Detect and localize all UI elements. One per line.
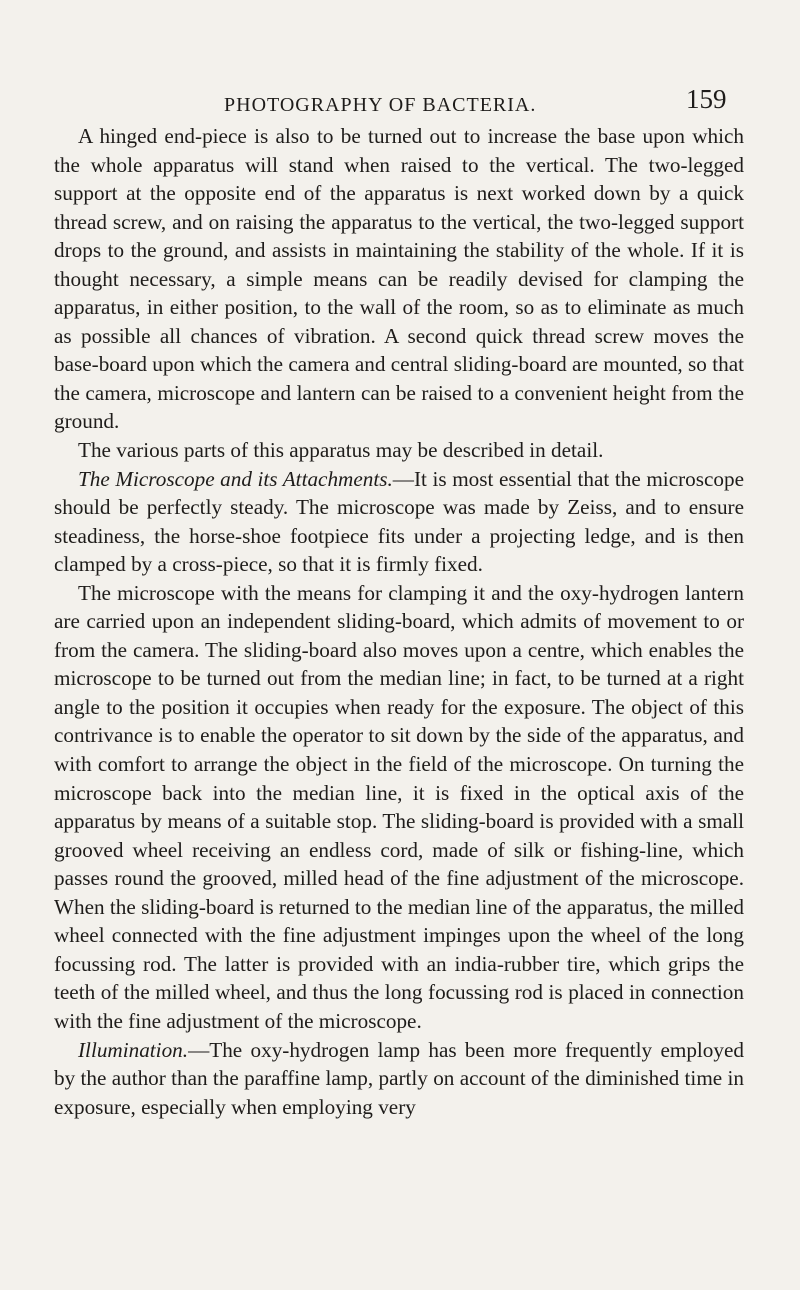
running-title: PHOTOGRAPHY OF BACTERIA. [224, 94, 537, 116]
paragraph-text: The microscope with the means for clamping it and the oxy-hydrogen lantern are carried upon an independent sliding-board, which admits of movement to or from the camera. The sliding-board also moves upon a centre, which enables the microscope to be turned out from the median line; in fact, to be turned at a right angle to the position it occupies when ready for the exposure. The object of this contrivance is to enable the operator to sit down by the side of the apparatus, and with comfort to arrange the object in the field of the microscope. On turning the microscope back into the median line, it is fixed in the optical axis of the apparatus by means of a suitable stop. The sliding-board is provided with a small grooved wheel receiving an endless cord, made of silk or fishing-line, which passes round the grooved, milled head of the fine adjustment of the microscope. When the sliding-board is returned to the median line of the apparatus, the milled wheel connected with the fine adjustment impinges upon the wheel of the long focussing rod. The latter is provided with an india-rubber tire, which grips the teeth of the milled wheel, and thus the long focussing rod is placed in connection with the fine adjustment of the microscope. [54, 580, 744, 1033]
paragraph-text: The various parts of this apparatus may be described in detail. [78, 438, 604, 463]
paragraph-illumination [54, 1036, 744, 1122]
paragraph-microscope [54, 465, 744, 579]
paragraph-text: —It is most essential that the microscope should be perfectly steady. The microscope was made by Zeiss, and to ensure steadiness, the horse-shoe footpiece fits under a projecting ledge, and is then clamped by a cross-piece, so that it is firmly fixed. [54, 466, 744, 577]
body-text [54, 122, 744, 1121]
paragraph-text: A hinged end-piece is also to be turned out to increase the base upon which the whole apparatus will stand when raised to the vertical. The two-legged support at the opposite end of the apparatus is next worked down by a quick thread screw, and on raising the apparatus to the vertical, the two-legged support drops to the ground, and assists in maintaining the stability of the whole. If it is thought necessary, a simple means can be readily devised for clamping the apparatus, in either position, to the wall of the room, so as to eliminate as much as possible all chances of vibration. A second quick thread screw moves the base-board upon which the camera and central sliding-board are mounted, so that the camera, microscope and lantern can be raised to a convenient height from the ground. [54, 124, 744, 434]
section-heading-microscope: The Microscope and its Attachments. [78, 466, 393, 491]
paragraph-sliding-board [54, 579, 744, 1036]
section-heading-illumination: Illumination. [78, 1037, 189, 1062]
page-number: 159 [686, 84, 727, 114]
paragraph-apparatus [54, 122, 744, 436]
page-header [0, 72, 800, 116]
paragraph-detail-intro [54, 436, 744, 465]
paragraph-text: —The oxy-hydrogen lamp has been more frequently employed by the author than the paraffine lamp, partly on account of the diminished time in exposure, especially when employing very [54, 1037, 744, 1119]
